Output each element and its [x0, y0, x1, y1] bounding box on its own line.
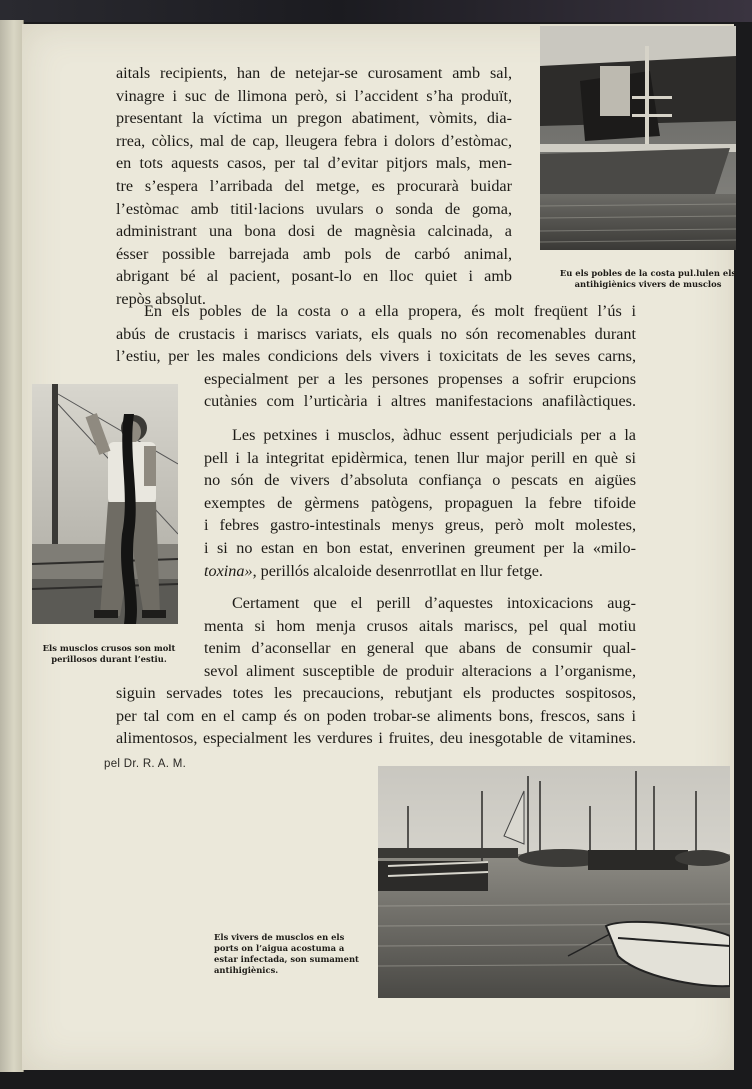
text-line: menta si hom menja crusos aitals mariscs, pel qual motiu [204, 616, 636, 635]
caption-bottom [214, 932, 360, 976]
text-line: ésser possible barrejada amb pols de carbó animal, [116, 244, 512, 263]
book-spine-edge [0, 20, 24, 1072]
caption-line: Els musclos crusos son molt [42, 643, 176, 653]
paragraph-1 [116, 62, 512, 311]
italic-term: toxina» [204, 561, 253, 580]
text-line [204, 560, 636, 583]
text-line: Les petxines i musclos, àdhuc essent perjudicials per a la [232, 426, 636, 444]
paragraph-3 [204, 424, 636, 582]
text-line: pell i la integritat epidèrmica, tenen llur major perill en què si [204, 448, 636, 467]
paragraph-2 [116, 300, 636, 413]
photo-harbour [378, 766, 730, 998]
text-line: siguin servades totes les precaucions, rebutjant els productes sospitosos, [116, 684, 636, 702]
caption-line: estar infectada, son sumament [214, 954, 359, 964]
text-line: presentant la víctima un pregon abatiment, vòmits, dia- [116, 109, 512, 128]
caption-top-right [558, 268, 738, 290]
caption-line: antihigiènics vivers de musclos [574, 279, 722, 289]
paragraph-4-wide [116, 682, 636, 750]
caption-left [36, 643, 182, 665]
text-line: tre s’espera l’arribada del metge, es procurarà buidar [116, 176, 512, 195]
text-line: rrea, còlics, mal de cap, lleugera febra i dolors d’estòmac, [116, 131, 512, 150]
magazine-page [22, 24, 737, 1070]
text-line: no són de vivers d’absoluta confiança o pescats en aigües [204, 471, 636, 490]
caption-line: Els vivers de musclos en els [214, 932, 345, 942]
text-line: i si no estan en bon estat, enverinen greument per la «milo- [204, 538, 636, 557]
text-line: vinagre i suc de llimona però, si l’accident s’ha produït, [116, 86, 512, 105]
text-line: abús de crustacis i mariscs variats, els quals no són recomenables durant [116, 324, 636, 343]
text-line: per tal com en el camp és on poden trobar-se aliments bons, frescos, sans i [116, 706, 636, 725]
paragraph-4 [204, 592, 636, 682]
text-line: i febres gastro-intestinals menys greus, però molt molestes, [204, 516, 636, 535]
text-fragment: , perillós alcaloide desenrrotllat en llur fetge. [252, 561, 543, 580]
photo-mussel-raft [540, 26, 736, 250]
author-signature: pel Dr. R. A. M. [104, 758, 187, 770]
text-line: sevol aliment susceptible de produir alteracions a l’organisme, [204, 661, 636, 680]
text-line: tenim d’aconsellar en general que abans de consumir qual- [204, 639, 636, 658]
photo-man-with-mussels [32, 384, 178, 624]
caption-line: antihigiènics. [214, 965, 279, 975]
text-line: alimentosos, especialment les verdures i fruites, deu inesgotable de vitamines. [116, 729, 636, 748]
text-line: administrant una bona dosi de magnèsia calcinada, a [116, 222, 512, 241]
text-line: l’estòmac amb titil·lacions uvulars o sonda de goma, [116, 199, 512, 218]
text-line: cutànies com l’urticària i altres manifestacions anafilàctiques. [204, 392, 636, 411]
text-line: repòs absolut. [116, 289, 206, 308]
text-line: en tots aquests casos, per tal d’evitar pitjors mals, men- [116, 154, 512, 173]
text-line: aitals recipients, han de netejar-se curosament amb sal, [116, 64, 512, 82]
text-line: l’estiu, per les males condicions dels vivers i toxicitats de les seves carns, [116, 347, 636, 366]
scan-top-band [0, 0, 752, 22]
caption-line: Eu els pobles de la costa pul.lulen els [559, 268, 737, 278]
text-line: Certament que el perill d’aquestes intoxicacions aug- [232, 594, 636, 612]
caption-line: ports on l’aigua acostuma a [214, 943, 345, 953]
text-line: exemptes de gèrmens patògens, propaguen la febre tifoide [204, 493, 636, 512]
text-line: especialment per a les persones propenses a sofrir erupcions [204, 369, 636, 388]
text-line: En els pobles de la costa o a ella propera, és molt freqüent l’ús i [144, 302, 636, 320]
text-line: abrigant bé al pacient, posant-lo en lloc quiet i amb [116, 267, 512, 286]
caption-line: perillosos durant l’estiu. [51, 654, 167, 664]
